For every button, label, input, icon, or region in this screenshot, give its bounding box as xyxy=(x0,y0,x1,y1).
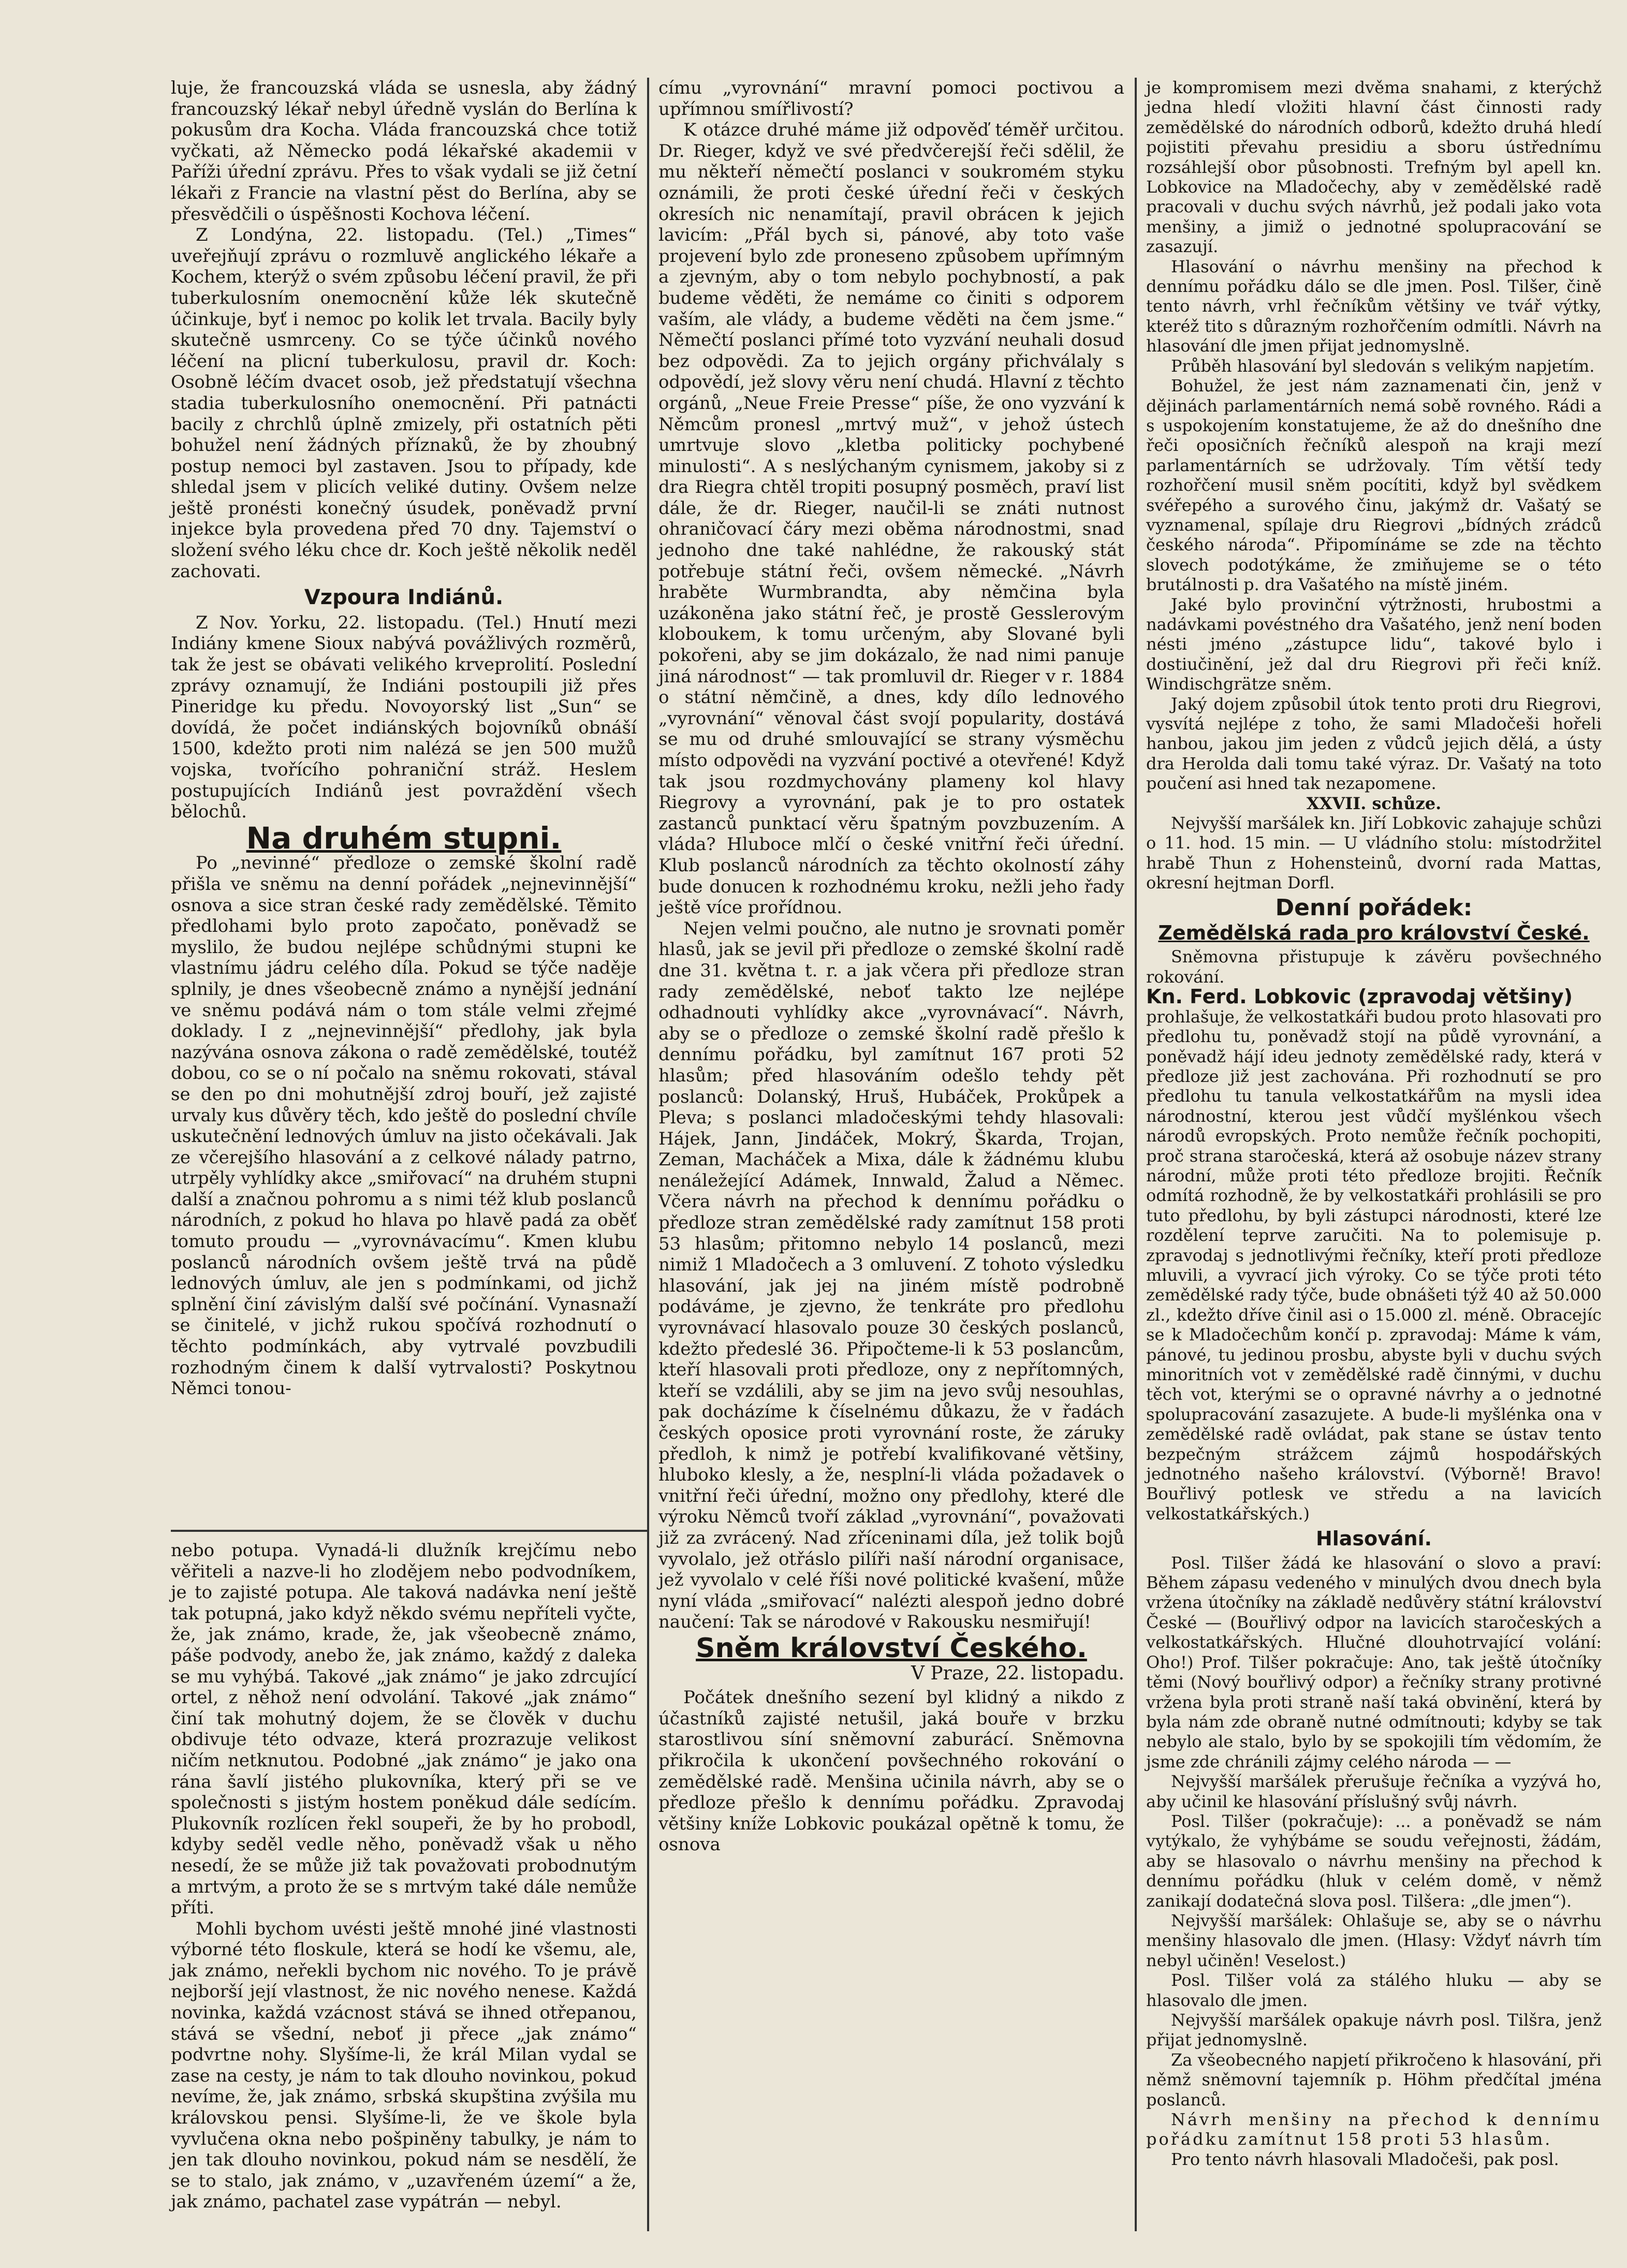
left-paragraph: Z Londýna, 22. listopadu. (Tel.) „Times“ uveřejňují zprávu o rozmluvě anglického lékaře a Kochem, kterýž o svém způsobu léčení pravil, že při tuberkulosním onemocnění kůže lék skutečně účinkuje, byť i nemoc po kolik let trvala. Bacily byly skutečně usmrceny. Co se týče účinků nového léčení na plicní tuberkulosu, pravil dr. Koch: Osobně léčím dvacet osob, jež předstatují všechna stadia tuberkulosního onemocnění. Při patnácti bacily z chrchlů úplně zmizely, při ostatních pěti bohužel není žádných příznaků, že by zhoubný postup nemoci byl zastaven. Jsou to případy, kde shledal jsem v plicích veliké dutiny. Ovšem nelze ještě pronésti konečný úsudek, poněvadž první injekce byla provedena před 70 dny. Tajemství o složení svého léku chce dr. Koch ještě několik neděl zachovati. xyxy=(171,225,637,582)
feuilleton-paragraph: nebo potupa. Vynadá-li dlužník krejčímu nebo věřiteli a nazve-li ho zlodějem nebo podvodníkem, je to zajisté potupa. Ale taková nadávka není ještě tak potupná, jako když někdo svému nepříteli vyčte, že, jak známo, krade, že, jak všeobecně známo, páše podvody, anebo že, jak známo, každý z daleka se mu vyhýbá. Takové „jak známo“ je jako zdrcující ortel, z něhož není odvolání. Takové „jak známo“ činí tak mohutný dojem, že se člověk v duchu obdivuje této odvaze, která prozrazuje velikost ničím netknutou. Podobné „jak známo“ je jako ona rána šavlí jistého plukovníka, který při se ve společnosti s jistým hostem poněkud dále sedícím. Plukovník rozlícen řekl soupeři, že by ho probodl, kdyby seděl vedle něho, poněvadž však u něho nesedí, že se může již tak považovati probodnutým a mrtvým, a proto že se s mrtvým také dále nemůže příti. xyxy=(171,1540,637,1919)
column-rule-right xyxy=(1135,78,1137,2231)
left-paragraph: Po „nevinné“ předloze o zemské školní radě přišla ve sněmu na denní pořádek „nejnevinnější“ osnova a sice stran české rady zemědělské. Těmito předlohami bylo proto započato, poněvadž se myslilo, že budou nejlépe schůdnými stupni ke vlastnímu jádru celého díla. Pokud se týče naděje splnily, je dnes všeobecně známo a nynější jednání ve sněmu podává nám o tom stále velmi zřejmé doklady. I z „nejnevinnější“ předlohy, jak byla nazývána osnova zákona o radě zemědělské, toutéž dobou, co se o ní počalo na sněmu rokovati, stával se den po dni mohutnější zdroj bouří, jež zajisté urvaly kus důvěry těch, kdo ještě do poslední chvíle uskutečnění lednových úmluv na jisto očekávali. Jak ze včerejšího hlasování a z celkové nálady patrno, utrpěly vyhlídky akce „smiřovací“ na druhém stupni další a značnou pohromu a s nimi též klub poslanců národních, z pokud ho hlava po hlavě padá za oběť tomuto proudu — „vyrovnávacímu“. Kmen klubu poslanců národních ovšem ještě trvá na půdě lednových úmluv, ale jen s podmínkami, od jichž splnění činí závislým další své počínání. Vynasnaží se činitelé, v jichž rukou spočívá rozhodnutí o těchto podmínkách, aby vytrvalé povzbudili rozhodným činem k další vytrvalosti? Poskytnou Němci tonou- xyxy=(171,853,637,1399)
middle-paragraph: címu „vyrovnání“ mravní pomoci poctivou a upřímnou smířlivostí? xyxy=(658,78,1124,120)
heading-second-stage: Na druhém stupni. xyxy=(246,820,562,856)
voting-paragraph: Posl. Tilšer volá za stálého hluku — aby se hlasovalo dle jmen. xyxy=(1146,1970,1602,2010)
voting-paragraph: Nejvyšší maršálek: Ohlašuje se, aby se o návrhu menšiny hlasovalo dle jmen. (Hlasy: Vždyť návrh tím nebyl učiněn! Veselost.) xyxy=(1146,1910,1602,1970)
session-label: XXVII. schůze. xyxy=(1306,793,1442,813)
right-paragraph: Průběh hlasování byl sledován s velikým napjetím. xyxy=(1171,356,1595,376)
voting-paragraph: Posl. Tilšer (pokračuje): ... a poněvadž se nám vytýkalo, že vyhýbáme se soudu veřejnosti, žádám, aby se hlasovalo o návrhu menšiny na přechod k dennímu pořádku (hluk v celém domě, v němž zanikají dodatečná slova posl. Tilšera: „dle jmen“). xyxy=(1146,1811,1602,1911)
feuilleton-rule xyxy=(171,1530,648,1532)
right-paragraph: Hlasování o návrhu menšiny na přechod k dennímu pořádku dálo se dle jmen. Posl. Tilšer, čině tento návrh, vrhl řečníkům většiny ve tvář výtky, kteréž tito s důrazným rozhořčením odmítli. Návrh na hlasování dle jmen přijat jednomyslně. xyxy=(1146,256,1602,356)
voting-paragraph: Nejvyšší maršálek opakuje návrh posl. Tilšra, jenž přijat jednomyslně. xyxy=(1146,2010,1602,2050)
voting-result: Návrh menšiny na přechod k dennímu pořádku zamítnut 158 proti 53 hlasům. xyxy=(1146,2110,1602,2149)
right-paragraph: Jaké bylo provinční výtržnosti, hrubostmi a nadávkami povéstného dra Vašatého, jenž není boden nésti jméno „zástupce lidu“, takové bylo i dostiučinění, jež dal dru Riegrovi při řeči kníž. Windischgrätze sněm. xyxy=(1146,594,1602,694)
feuilleton-column xyxy=(171,1540,637,2213)
heading-agenda: Denní pořádek: xyxy=(1275,894,1473,921)
middle-column xyxy=(658,78,1124,2169)
heading-voting: Hlasování. xyxy=(1315,1527,1432,1550)
right-column xyxy=(1146,78,1602,2190)
heading-diet: Sněm království Českého. xyxy=(696,1632,1087,1664)
speaker-paragraph: prohlašuje, že velkostatkáři budou proto hlasovati pro předlohu tu, poněvadž stojí na půdě vyrovnání, a poněvadž hájí ideu jednoty zemědělské rady, která v předloze již jest zachována. Při rozhodnutí se pro předlohu tu tanula velkostatkářům na mysli idea národnostní, kterou jest vůdčí myšlénkou všech národů evropských. Proto nemůže řečník pochopiti, proč strana staročeská, která až osobuje název strany národní, může proti této předloze brojiti. Řečník odmítá rozhodně, že by velkostatkáři prohlásili se pro tuto předlohu, by byli zástupci národnosti, které lze rozdělení teprve zaručiti. Na to polemisuje p. zpravodaj s jednotlivými řečníky, kteří proti předloze mluvili, a vyvrací jich výroky. Co se týče proti této zemědělské rady týče, bude obnášeti týž 40 až 50.000 zl., kdežto dříve činil asi o 15.000 zl. méně. Obracejíc se k Mladočechům končí p. zpravodaj: Máme k vám, pánové, tu jedinou prosbu, abyste byli v duchu svých minoritních vot v zemědělské radě činnými, v duchu těch vot, kterými se o opravné návrhy a o jednotné spolupracování zasazujete. A bude-li myšlénka ona v zemědělské radě ovládat, pak stane se ústav tento bezpečným strážcem zájmů hospodářských jednotného našeho království. (Výborně! Bravo! Bouřlivý potlesk ve středu a na lavicích velkostatkářských.) xyxy=(1146,1006,1602,1524)
voting-paragraph: Za všeobecného napjetí přikročeno k hlasování, při němž sněmovní tajemník p. Höhm předčítal jména poslanců. xyxy=(1146,2050,1602,2110)
right-paragraph: Jaký dojem způsobil útok tento proti dru Riegrovi, vysvítá nejlépe z toho, že sami Mladočeši hořeli hanbou, jakou jim jeden z vůdců jejich dělá, a ústy dra Herolda dali tomu také výraz. Dr. Vašatý na toto poučení asi hned tak nezapomene. xyxy=(1146,694,1602,794)
right-paragraph: je kompromisem mezi dvěma snahami, z kterýchž jedna hledí vložiti hlavní část činnosti rady zemědělské do národních odborů, kdežto druhá hledí pojistiti převahu presidiu a sboru ústřednímu rozsáhlejší obor působnosti. Trefným byl apell kn. Lobkovice na Mladočechy, aby v zemědělské radě pracovali v duchu svých návrhů, jež podali jako vota menšiny, a jimiž o jednotné spolupracování se zasazují. xyxy=(1146,78,1602,257)
speaker-name: Kn. Ferd. Lobkovic (zpravodaj většiny) xyxy=(1146,985,1573,1008)
middle-paragraph: Počátek dnešního sezení byl klidný a nikdo z účastníků zajisté netušil, jaká bouře v brzku starostlivou síní sněmovní zaburácí. Sněmovna přikročila k ukončení povšechného rokování o zemědělské radě. Menšina učinila návrh, aby se o předloze přešlo k dennímu pořádku. Zpravodaj většiny kníže Lobkovic poukázal opětně k tomu, že osnova xyxy=(658,1687,1124,1855)
right-paragraph: Bohužel, že jest nám zaznamenati čin, jenž v dějinách parlamentárních nemá sobě rovného. Rádi a s uspokojením konstatujeme, že až do dnešního dne řeči oposičních řečníků alespoň na kraji mezí parlamentárních se udržovaly. Tím větší tedy rozhořčení musil sněm pocítiti, když byl svědkem svéřepého a surového činu, jakýmž dr. Vašatý se vyznamenal, spílaje dru Riegrovi „bídných zrádců českého národa“. Připomínáme se zde na těchto slovech podotýkáme, že zmiňujeme se o této brutálnosti p. dra Vašatého na místě jiném. xyxy=(1146,376,1602,595)
middle-paragraph: Nejen velmi poučno, ale nutno je srovnati poměr hlasů, jak se jevil při předloze o zemské školní radě dne 31. května t. r. a jak včera při předloze stran rady zemědělské, neboť takto lze nejlépe odhadnouti vyhlídky akce „vyrovnávací“. Návrh, aby se o předloze o zemské školní radě přešlo k dennímu pořádku, byl zamítnut 167 proti 52 hlasům; před hlasováním odešlo tehdy pět poslanců: Dolanský, Hruš, Hubáček, Prokůpek a Pleva; s poslanci mladočeskými tehdy hlasovali: Hájek, Jann, Jindáček, Mokrý, Škarda, Trojan, Zeman, Macháček a Mixa, dále k žádnému klubu nenáležející Adámek, Innwald, Žalud a Němec. Včera návrh na přechod k dennímu pořádku o předloze stran zemědělské rady zamítnut 158 proti 53 hlasům; přitomno nebylo 14 poslanců, mezi nimiž 1 Mladočech a 3 omluvení. Z tohoto výsledku hlasování, jak jej na jiném místě podrobně podáváme, je zjevno, že tenkráte pro předlohu vyrovnávací hlasovalo pouze 30 českých poslanců, kdežto předeslé 36. Připočteme-li k 53 poslancům, kteří hlasovali proti předloze, ony z nepřítomných, kteří se vzdálili, aby se jim na jevo svůj nesouhlas, pak docházíme k číselnému důkazu, že v řadách českých oposice proti vyrovnání roste, že záruky předloh, k nimž je potřebí kvalifikované většiny, hluboko klesly, a že, nesplní-li vláda požadavek o vnitřní řeči úřední, možno ony předlohy, které dle výroku Němců tvoří základ „vyrovnání“, považovati již za zvrácený. Nad zříceninami díla, jež tolik bojů vyvolalo, jež otřáslo pilíři naší národní organisace, jež vyvolalo v celé říši nové politické kvašení, může nyní vláda „smiřovací“ nalézti alespoň jedno dobré naučení: Tak se národové v Rakousku nesmiřují! xyxy=(658,918,1124,1633)
agenda-note: Sněmovna přistupuje k závěru povšechného rokování. xyxy=(1146,947,1602,987)
dateline: V Praze, 22. listopadu. xyxy=(911,1662,1124,1684)
session-paragraph: Nejvyšší maršálek kn. Jiří Lobkovic zahajuje schůzi o 11. hod. 15 min. — U vládního stolu: místodržitel hrabě Thun z Hohensteinů, dvorní rada Mattas, okresní hejtman Dorfl. xyxy=(1146,813,1602,893)
heading-agricultural-council: Zemědělská rada pro království České. xyxy=(1158,921,1590,945)
left-paragraph: luje, že francouzská vláda se usnesla, aby žádný francouzský lékař nebyl úředně vyslán do Berlína k pokusům dra Kocha. Vláda francouzská chce totiž vyčkati, až Německo podá lékařské akademii v Paříži úřední zprávu. Přes to však vydali se již četní lékaři z Francie na vlastní pěst do Berlína, aby se přesvědčili o úspěšnosti Kochova léčení. xyxy=(171,78,637,225)
voting-paragraph: Posl. Tilšer žádá ke hlasování o slovo a praví: Během zápasu vedeného v minulých dvou dnech byla vržena útočníky na základě nedůvěry státní království České — (Bouřlivý odpor na lavicích staročeských a velkostatkářských. Hlučné dlouhotrvající volání: Oho!) Prof. Tilšer pokračuje: Ano, tak ještě útočníky těmi (Nový bouřlivý odpor) a řečníky strany protivné vržena byla proti straně naší taká obvinění, která by byla nám zde obraně nutné odmítnouti; kdyby se tak nebylo ale stalo, bylo by se spokojili tím vědomím, že jsme zde chránili zájmy celého národa — — xyxy=(1146,1553,1602,1772)
feuilleton-paragraph: Mohli bychom uvésti ještě mnohé jiné vlastnosti výborné této floskule, která se hodí ke všemu, ale, jak známo, neřekli bychom nic nového. To je právě nejborší její vlastnost, že nic nového nenese. Každá novinka, každá vzácnost stává se ihned otřepanou, stává se všední, neboť ji přece „jak známo“ podvrtne nohy. Slyšíme-li, že král Milan vydal se zase na cesty, je nám to tak dlouho novinkou, pokud nevíme, že, jak známo, srbská skupština zvýšila mu královskou pensi. Slyšíme-li, že ve škole byla vyvlučena okna nebo pošpiněny tabulky, je nám to jen tak dlouho novinkou, pokud nám se nesdělí, že se to stalo, jak známo, v „uzavřeném území“ a že, jak známo, pachatel zase vypátrán — nebyl. xyxy=(171,1918,637,2213)
left-column xyxy=(171,78,637,1522)
heading-indian-revolt: Vzpoura Indiánů. xyxy=(304,586,504,610)
voting-paragraph: Nejvyšší maršálek přerušuje řečníka a vyzývá ho, aby učinil ke hlasování příslušný svůj návrh. xyxy=(1146,1772,1602,1811)
left-paragraph: Z Nov. Yorku, 22. listopadu. (Tel.) Hnutí mezi Indiány kmene Sioux nabývá povážlivých rozměrů, tak že jest se obávati velikého krveprolití. Poslední zprávy oznamují, že Indiáni postoupili již přes Pineridge ku předu. Novoyorský list „Sun“ se dovídá, že počet indiánských bojovníků obnáší 1500, kdežto proti nim nalézá se jen 500 mužů vojska, tvořícího pohraniční stráž. Heslem postupujících Indiánů jest povraždění všech bělochů. xyxy=(171,612,637,823)
middle-paragraph: K otázce druhé máme již odpověď téměř určitou. Dr. Rieger, když ve své předvčerejší řeči sdělil, že mu někteří němečtí poslanci v soukromém styku oznámili, že proti české úřední řeči v českých okresích nic nenamítají, pravil obrácen k jejich lavicím: „Přál bych si, pánové, aby toto vaše projevení bylo zde proneseno způsobem upřímným a zjevným, aby o tom nebylo pochybností, a pak budeme věděti, že nemáme co činiti s odporem vaším, ale vlády, a budeme věděti na čem jsme.“ Němečtí poslanci přímé toto vyzvání neuhali dosud bez odpovědi. Za to jejich orgány přichválaly s odpovědí, jež slovy věru není chudá. Hlavní z těchto orgánů, „Neue Freie Presse“ píše, že ono vyzvání k Němcům pronesl „mrtvý muž“, v jehož ústech umrtvuje slovo „kletba politicky pochybené minulosti“. A s neslýchaným cynismem, jakoby si z dra Riegra chtěl tropiti posupný posměch, praví list dále, že dr. Rieger, naučil-li se znáti nutnost ohraničovací čáry mezi oběma národnostmi, snad jednoho dne také nahlédne, že rakouský stát potřebuje státní řeči, ovšem německé. „Návrh hraběte Wurmbrandta, aby němčina byla uzákoněna jako státní řeč, je prostě Gesslerovým kloboukem, k tomu určeným, aby Slované byli pokořeni, aby se jim dokázalo, že nad nimi panuje jiná národnost“ — tak promluvil dr. Rieger v r. 1884 o státní němčině, a dnes, kdy dílo lednového „vyrovnání“ věnoval část svojí popularity, dostává se mu od druhé smlouvající se strany výsměchu místo odpovědi na vyzvání poctivé a otevřené! Když tak jsou rozdmychovány plameny kol hlavy Riegrovy a vyrovnání, pak je to pro ostatek zastanců punktací věru špatným povzbuzením. A vláda? Hluboce mlčí o české vnitřní řeči úřední. Klub poslanců národních za těchto okolností záhy bude donucen k rozhodnému kroku, nežli jeho řady ještě více prořídnou. xyxy=(658,120,1124,918)
column-rule-left xyxy=(647,78,649,2231)
voting-paragraph: Pro tento návrh hlasovali Mladočeši, pak posl. xyxy=(1171,2149,1559,2169)
